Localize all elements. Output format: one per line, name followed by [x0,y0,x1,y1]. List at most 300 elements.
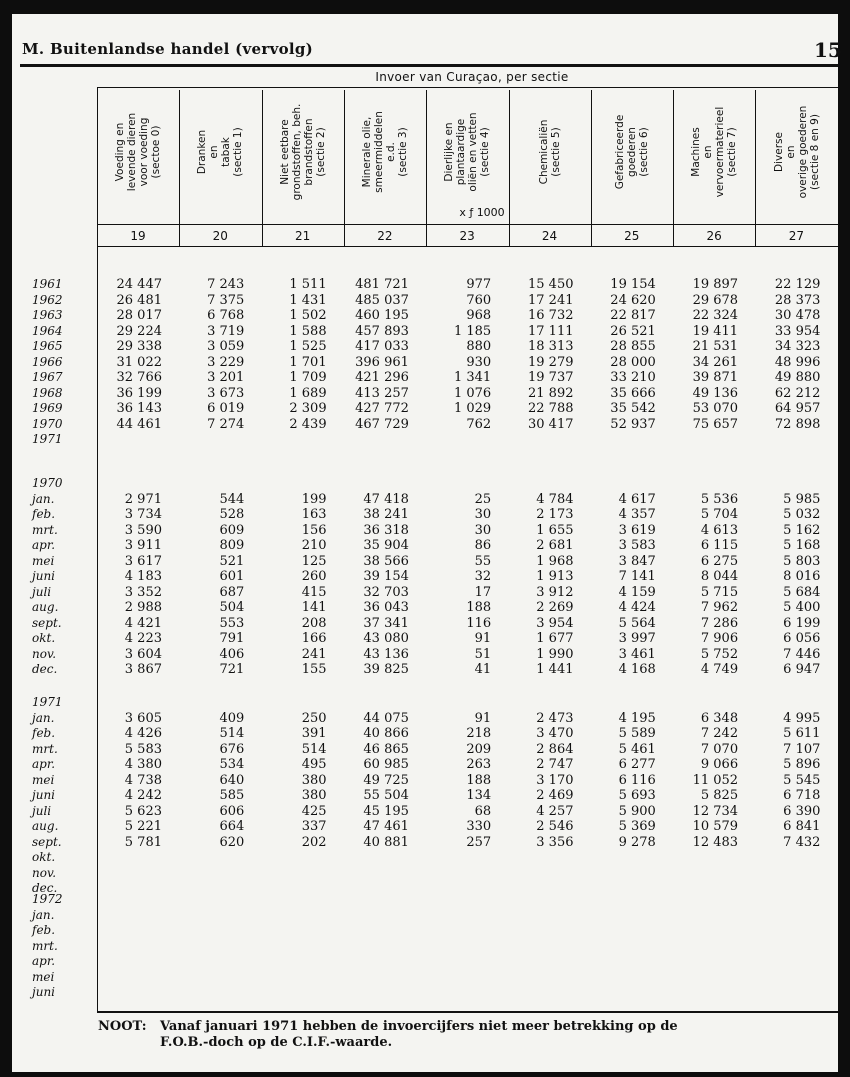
column-header-line: Machines [690,127,703,177]
column-header-line: (sectie 5) [549,127,562,177]
row-label: 1965 [32,339,63,353]
table-cell: 5 168 [783,538,821,553]
table-cell: 606 [219,803,245,819]
table-cell: 1 441 [536,662,574,677]
table-cell: 163 [301,507,327,522]
table-cell: 762 [466,416,492,432]
table-cell: 60 985 [363,757,409,772]
table-cell: 72 898 [774,416,821,432]
row-label: aug. [32,819,59,833]
column-header-line: Minerale olie, [361,116,374,188]
column-header-line: (sectie 2) [314,127,327,177]
table-cell: 34 261 [692,354,739,370]
table-cell: 2 971 [124,491,162,507]
table-cell: 1 341 [453,370,492,385]
table-cell: 4 183 [124,569,162,584]
column-header-line: (sectie 7) [726,127,739,177]
table-cell: 5 693 [618,788,656,803]
row-label: 1962 [32,292,63,307]
table-cell: 12 734 [692,803,739,819]
table-cell: 26 521 [610,323,656,339]
table-cell: 17 241 [528,292,574,308]
column-number: 24 [541,229,558,243]
table-cell: 521 [219,553,245,569]
table-cell: 21 892 [528,385,574,401]
column-header-27 [759,89,835,215]
table-cell: 9 278 [618,834,656,850]
table-cell: 4 424 [618,600,656,615]
table-cell: 1 689 [289,385,327,401]
table-cell: 38 566 [363,553,409,569]
column-header-line: en [784,145,797,159]
table-cell: 208 [301,615,327,631]
table-cell: 241 [301,646,327,662]
table-cell: 29 338 [116,339,162,354]
table-cell: 791 [219,631,245,646]
table-cell: 1 701 [289,354,327,370]
table-cell: 4 357 [618,507,656,522]
table-cell: 534 [219,757,245,772]
table-cell: 930 [466,354,492,370]
column-header-26 [676,89,752,215]
table-cell: 75 657 [692,416,739,432]
column-header-20 [182,89,258,215]
table-cell: 409 [219,710,245,726]
table-cell: 6 768 [207,308,245,323]
table-cell: 29 224 [116,323,162,339]
table-cell: 4 738 [124,772,162,788]
row-label: apr. [32,538,56,552]
table-cell: 125 [301,553,327,569]
table-cell: 62 212 [774,385,821,401]
table-cell: 4 168 [618,662,656,677]
table-cell: 40 866 [363,726,409,741]
table-cell: 24 447 [116,277,162,292]
column-divider [755,90,756,246]
row-label: sept. [32,834,62,849]
row-label: nov. [32,865,57,880]
table-title: Invoer van Curaçao, per sectie [375,70,569,84]
table-cell: 1 709 [289,370,327,385]
column-divider [673,90,674,246]
table-cell: 5 900 [618,803,656,819]
table-cell: 6 115 [700,538,739,553]
table-cell: 16 732 [528,308,574,323]
column-divider [509,90,510,246]
table-cell: 36 318 [363,522,409,538]
table-cell: 19 737 [528,370,574,385]
column-header-line: en [702,145,715,159]
table-cell: 218 [466,726,492,741]
column-number: 19 [130,229,146,243]
column-number: 26 [706,229,722,243]
column-header-line: (sectie 6) [637,127,650,177]
table-cell: 39 154 [363,569,409,584]
table-cell: 1 588 [289,323,327,339]
table-cell: 2 473 [536,710,574,726]
row-label: nov. [32,646,57,661]
table-cell: 44 461 [116,416,162,432]
table-bottom-rule [97,1011,838,1013]
table-cell: 5 221 [124,819,162,834]
table-cell: 5 896 [783,757,821,772]
table-cell: 4 421 [124,615,162,631]
table-cell: 2 988 [124,600,162,615]
table-cell: 68 [474,803,492,819]
header-rule [20,64,838,67]
table-cell: 36 199 [116,385,162,401]
column-header-25 [594,89,670,215]
column-header-line: levende dieren [126,112,139,192]
table-cell: 3 719 [207,323,245,339]
column-divider [426,90,427,246]
table-cell: 11 052 [692,772,739,788]
column-header-line: overige goederen [796,105,809,199]
table-cell: 620 [219,834,245,850]
table-cell: 9 066 [700,757,739,772]
row-label: 1968 [32,385,63,400]
table-cell: 7 432 [783,834,821,850]
table-cell: 5 684 [783,584,821,600]
column-header-line: Dranken [196,129,209,175]
column-header-line: tabak [220,137,233,167]
table-cell: 640 [219,772,245,788]
table-cell: 4 159 [618,584,656,600]
table-cell: 6 718 [783,788,821,803]
table-cell: 30 478 [774,308,821,323]
table-cell: 47 461 [363,819,409,834]
table-cell: 5 400 [783,600,821,615]
table-cell: 687 [219,584,245,600]
table-cell: 3 847 [618,553,656,569]
table-cell: 86 [474,538,492,553]
footnote [98,1019,798,1051]
table-cell: 1 968 [536,553,574,569]
row-label: 1964 [32,323,63,338]
table-cell: 39 871 [692,370,739,385]
table-cell: 425 [301,803,327,819]
table-cell: 460 195 [355,308,409,323]
table-cell: 4 426 [124,726,162,741]
column-header-line: Chemicaliën [537,119,550,185]
table-cell: 12 483 [692,834,739,850]
column-header-line: Dierlijke en [443,122,456,182]
table-cell: 17 [474,584,492,600]
table-cell: 257 [466,834,492,850]
table-cell: 19 279 [528,354,574,370]
table-cell: 44 075 [363,710,409,726]
column-header-line: Diverse [772,132,785,172]
table-cell: 391 [301,726,327,741]
page-number: 15 [814,38,842,62]
table-cell: 760 [466,292,492,308]
table-cell: 32 [474,569,492,584]
table-cell: 6 348 [700,710,739,726]
table-cell: 263 [466,757,492,772]
table-cell: 664 [219,819,245,834]
number-row-rule [97,246,838,247]
table-cell: 5 803 [783,553,821,569]
table-cell: 1 511 [289,277,327,292]
table-cell: 33 954 [774,323,821,339]
column-number: 21 [294,229,311,243]
column-header-23 [429,89,505,215]
table-cell: 3 911 [124,538,162,553]
row-label: 1961 [32,277,63,291]
row-label: mrt. [32,741,58,756]
table-cell: 19 411 [692,323,739,339]
row-label: jan. [32,710,55,725]
table-cell: 28 000 [610,354,656,370]
column-header-line: Voeding en [114,122,127,182]
table-cell: 37 341 [363,615,409,631]
table-cell: 36 043 [363,600,409,615]
table-cell: 10 579 [692,819,739,834]
table-cell: 3 352 [124,584,162,600]
table-cell: 3 619 [618,522,656,538]
table-cell: 45 195 [363,803,409,819]
table-cell: 1 185 [453,323,492,339]
table-cell: 6 277 [618,757,656,772]
table-cell: 1 990 [536,646,574,662]
column-header-line: (sectie 3) [397,127,410,177]
table-cell: 5 583 [124,741,162,757]
table-cell: 21 531 [692,339,739,354]
table-cell: 457 893 [355,323,409,339]
row-label: juli [32,803,52,818]
table-cell: 141 [301,600,327,615]
table-cell: 15 450 [528,277,574,292]
table-cell: 553 [219,615,245,631]
table-cell: 28 855 [610,339,656,354]
column-divider [344,90,345,246]
table-cell: 35 542 [610,401,656,416]
table-cell: 6 947 [783,662,821,677]
table-cell: 188 [466,600,492,615]
table-cell: 52 937 [610,416,656,432]
table-cell: 51 [474,646,492,662]
row-label: juni [32,985,56,999]
table-cell: 35 904 [363,538,409,553]
table-cell: 3 617 [124,553,162,569]
row-label: mei [32,772,55,787]
table-cell: 4 613 [700,522,739,538]
table-cell: 396 961 [355,354,409,370]
table-cell: 1 525 [289,339,327,354]
table-cell: 4 749 [700,662,739,677]
row-label: 1966 [32,354,63,369]
table-cell: 721 [219,662,245,677]
group-heading: 1971 [32,695,63,709]
table-cell: 417 033 [355,339,409,354]
table-cell: 5 162 [783,522,821,538]
row-label: dec. [32,881,58,895]
table-cell: 495 [301,757,327,772]
table-cell: 2 173 [536,507,574,522]
column-header-22 [347,89,423,215]
table-cell: 337 [301,819,327,834]
document-page [12,14,842,1072]
table-cell: 48 996 [774,354,821,370]
table-cell: 3 954 [536,615,574,631]
column-header-line: grondstoffen, beh. [290,103,303,201]
table-cell: 6 390 [783,803,821,819]
table-cell: 5 032 [783,507,821,522]
column-header-line: goederen [625,127,638,177]
table-cell: 3 605 [124,710,162,726]
table-cell: 330 [466,819,492,834]
row-label: 1970 [32,416,63,431]
table-cell: 260 [301,569,327,584]
table-cell: 6 275 [700,553,739,569]
table-cell: 2 439 [289,416,327,432]
column-divider [591,90,592,246]
row-label: 1969 [32,401,63,415]
table-cell: 7 286 [700,615,739,631]
column-header-line: e.d. [385,142,398,162]
table-cell: 5 825 [700,788,739,803]
table-cell: 1 913 [536,569,574,584]
table-cell: 2 681 [536,538,574,553]
row-label: juli [32,584,52,599]
table-cell: 4 223 [124,631,162,646]
table-cell: 1 076 [453,385,492,401]
table-cell: 4 257 [536,803,574,819]
table-cell: 134 [466,788,492,803]
unit-label: x ƒ 1000 [459,206,505,219]
row-label: mrt. [32,522,58,537]
table-cell: 585 [219,788,245,803]
table-cell: 34 323 [774,339,821,354]
table-cell: 1 502 [289,308,327,323]
table-cell: 3 673 [207,385,245,401]
table-cell: 2 309 [289,401,327,416]
table-cell: 3 912 [536,584,574,600]
table-cell: 47 418 [363,491,409,507]
table-cell: 40 881 [363,834,409,850]
table-cell: 156 [301,522,327,538]
table-cell: 250 [301,710,327,726]
table-cell: 155 [301,662,327,677]
table-cell: 415 [301,584,327,600]
table-cell: 4 242 [124,788,162,803]
footnote-line-1: Vanaf januari 1971 hebben de invoercijfers niet meer betrekking op de [160,1019,678,1034]
table-cell: 199 [301,491,327,507]
column-header-line: (sectoe 0) [150,125,163,179]
table-cell: 4 195 [618,710,656,726]
table-cell: 485 037 [355,292,409,308]
table-cell: 209 [466,741,492,757]
table-cell: 5 461 [618,741,656,757]
row-label: feb. [32,923,56,937]
table-cell: 544 [219,491,245,507]
column-header-line: (sectie 8 en 9) [808,114,821,190]
table-cell: 3 059 [207,339,245,354]
table-cell: 116 [466,615,492,631]
table-cell: 22 129 [774,277,821,292]
table-cell: 202 [301,834,327,850]
row-label: apr. [32,954,56,968]
table-cell: 3 734 [124,507,162,522]
table-cell: 53 070 [692,401,739,416]
table-cell: 3 461 [618,646,656,662]
table-cell: 41 [474,662,492,677]
table-cell: 43 136 [363,646,409,662]
table-cell: 609 [219,522,245,538]
table-cell: 2 546 [536,819,574,834]
table-cell: 977 [466,277,492,292]
table-cell: 3 470 [536,726,574,741]
table-cell: 22 788 [528,401,574,416]
table-cell: 5 369 [618,819,656,834]
page-header-title: M. Buitenlandse handel (vervolg) [22,40,314,58]
table-cell: 30 [474,522,492,538]
table-cell: 30 [474,507,492,522]
table-cell: 5 545 [783,772,821,788]
table-cell: 406 [219,646,245,662]
table-cell: 17 111 [528,323,574,339]
column-header-line: en [208,145,221,159]
table-cell: 7 906 [700,631,739,646]
table-cell: 29 678 [692,292,739,308]
row-label: jan. [32,907,55,922]
table-cell: 30 417 [528,416,574,432]
column-header-line: (sectie 1) [232,127,245,177]
table-cell: 7 446 [783,646,821,662]
table-cell: 3 997 [618,631,656,646]
table-cell: 3 170 [536,772,574,788]
table-cell: 1 677 [536,631,574,646]
table-cell: 5 781 [124,834,162,850]
column-divider [262,90,263,246]
table-cell: 5 536 [700,491,739,507]
row-label: apr. [32,757,56,771]
table-cell: 6 056 [783,631,821,646]
row-label: aug. [32,600,59,614]
table-cell: 5 564 [618,615,656,631]
table-cell: 514 [301,741,327,757]
table-cell: 3 867 [124,662,162,677]
table-cell: 49 725 [363,772,409,788]
table-cell: 7 107 [783,741,821,757]
table-cell: 4 617 [618,491,656,507]
footnote-label: NOOT: [98,1019,147,1034]
table-cell: 880 [466,339,492,354]
row-label: mei [32,553,55,568]
table-cell: 22 817 [610,308,656,323]
column-number: 22 [377,229,393,243]
table-cell: 7 243 [207,277,245,292]
row-label: feb. [32,507,56,521]
table-cell: 467 729 [355,416,409,432]
table-cell: 380 [301,772,327,788]
table-cell: 2 469 [536,788,574,803]
row-label: mrt. [32,938,58,953]
column-header-line: (sectie 4) [479,127,492,177]
table-cell: 1 029 [453,401,492,416]
table-cell: 210 [301,538,327,553]
table-cell: 22 324 [692,308,739,323]
table-cell: 25 [474,491,492,507]
table-cell: 5 715 [700,584,739,600]
table-cell: 7 070 [700,741,739,757]
table-cell: 4 995 [783,710,821,726]
column-header-19 [100,89,176,215]
table-cell: 18 313 [528,339,574,354]
table-cell: 3 590 [124,522,162,538]
table-cell: 8 016 [783,569,821,584]
row-label: okt. [32,850,56,864]
